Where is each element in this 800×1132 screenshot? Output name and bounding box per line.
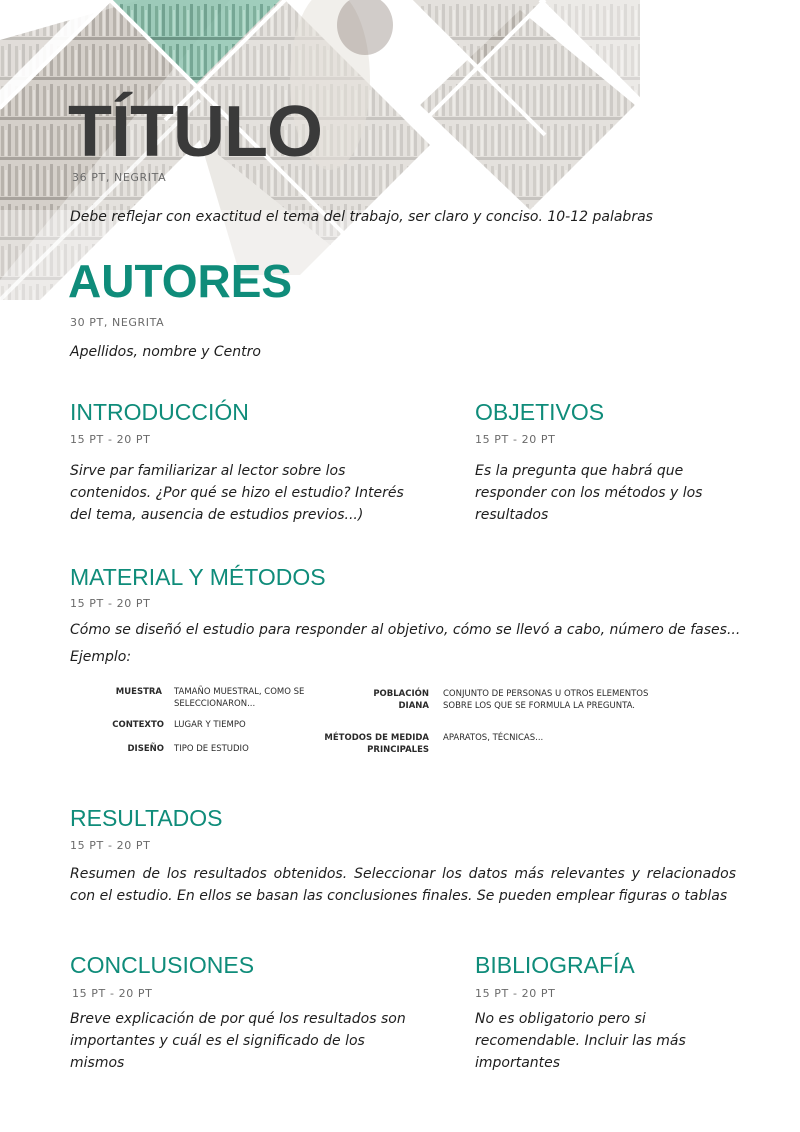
bibliography-description: No es obligatorio pero si recomendable. Incluir las más importantes bbox=[475, 1011, 686, 1071]
example-field-value: CONJUNTO DE PERSONAS U OTROS ELEMENTOS SOBRE LOS QUE SE FORMULA LA PREGUNTA. bbox=[443, 689, 649, 711]
poster-title: TÍTULO bbox=[68, 92, 322, 172]
example-field-label: DISEÑO bbox=[127, 744, 164, 754]
methods-size-spec: 15 PT - 20 PT bbox=[70, 597, 151, 610]
example-field-value: TIPO DE ESTUDIO bbox=[174, 744, 249, 754]
title-size-spec: 36 PT, NEGRITA bbox=[72, 171, 167, 184]
objectives-size-spec: 15 PT - 20 PT bbox=[475, 433, 556, 446]
introduction-description: Sirve par familiarizar al lector sobre los contenidos. ¿Por qué se hizo el estudio? Interés del tema, ausencia de estudios previos...) bbox=[70, 463, 404, 523]
example-field-value: TAMAÑO MUESTRAL, COMO SE SELECCIONARON... bbox=[174, 687, 305, 709]
introduction-size-spec: 15 PT - 20 PT bbox=[70, 433, 151, 446]
conclusions-heading: CONCLUSIONES bbox=[70, 952, 255, 978]
results-heading: RESULTADOS bbox=[70, 805, 223, 831]
example-field-label: POBLACIÓN DIANA bbox=[373, 689, 429, 711]
objectives-heading: OBJETIVOS bbox=[475, 399, 605, 425]
authors-size-spec: 30 PT, NEGRITA bbox=[70, 316, 165, 329]
example-field-label: CONTEXTO bbox=[112, 720, 164, 730]
methods-description: Cómo se diseñó el estudio para responder al objetivo, cómo se llevó a cabo, número de fases... bbox=[70, 622, 741, 638]
example-field-label: MUESTRA bbox=[115, 687, 162, 697]
results-size-spec: 15 PT - 20 PT bbox=[70, 839, 151, 852]
title-description: Debe reflejar con exactitud el tema del trabajo, ser claro y conciso. 10-12 palabras bbox=[70, 209, 653, 225]
authors-description: Apellidos, nombre y Centro bbox=[70, 344, 261, 360]
conclusions-description: Breve explicación de por qué los resultados son importantes y cuál es el significado de los mismos bbox=[70, 1011, 406, 1071]
methods-heading: MATERIAL Y MÉTODOS bbox=[70, 564, 326, 590]
example-label: Ejemplo: bbox=[70, 649, 132, 665]
bibliography-size-spec: 15 PT - 20 PT bbox=[475, 987, 556, 1000]
example-field-value: LUGAR Y TIEMPO bbox=[174, 720, 246, 730]
results-description: Resumen de los resultados obtenidos. Seleccionar los datos más relevantes y relacionados con el estudio. En ellos se basan las conclusiones finales. Se pueden emplear figuras o tablas bbox=[70, 866, 736, 904]
example-field-value: APARATOS, TÉCNICAS... bbox=[443, 733, 544, 743]
introduction-heading: INTRODUCCIÓN bbox=[70, 399, 249, 425]
conclusions-size-spec: 15 PT - 20 PT bbox=[72, 987, 153, 1000]
bibliography-heading: BIBLIOGRAFÍA bbox=[475, 952, 635, 978]
objectives-description: Es la pregunta que habrá que responder con los métodos y los resultados bbox=[475, 463, 703, 523]
authors-heading: AUTORES bbox=[68, 255, 293, 307]
example-field-label: MÉTODOS DE MEDIDA PRINCIPALES bbox=[324, 733, 429, 755]
